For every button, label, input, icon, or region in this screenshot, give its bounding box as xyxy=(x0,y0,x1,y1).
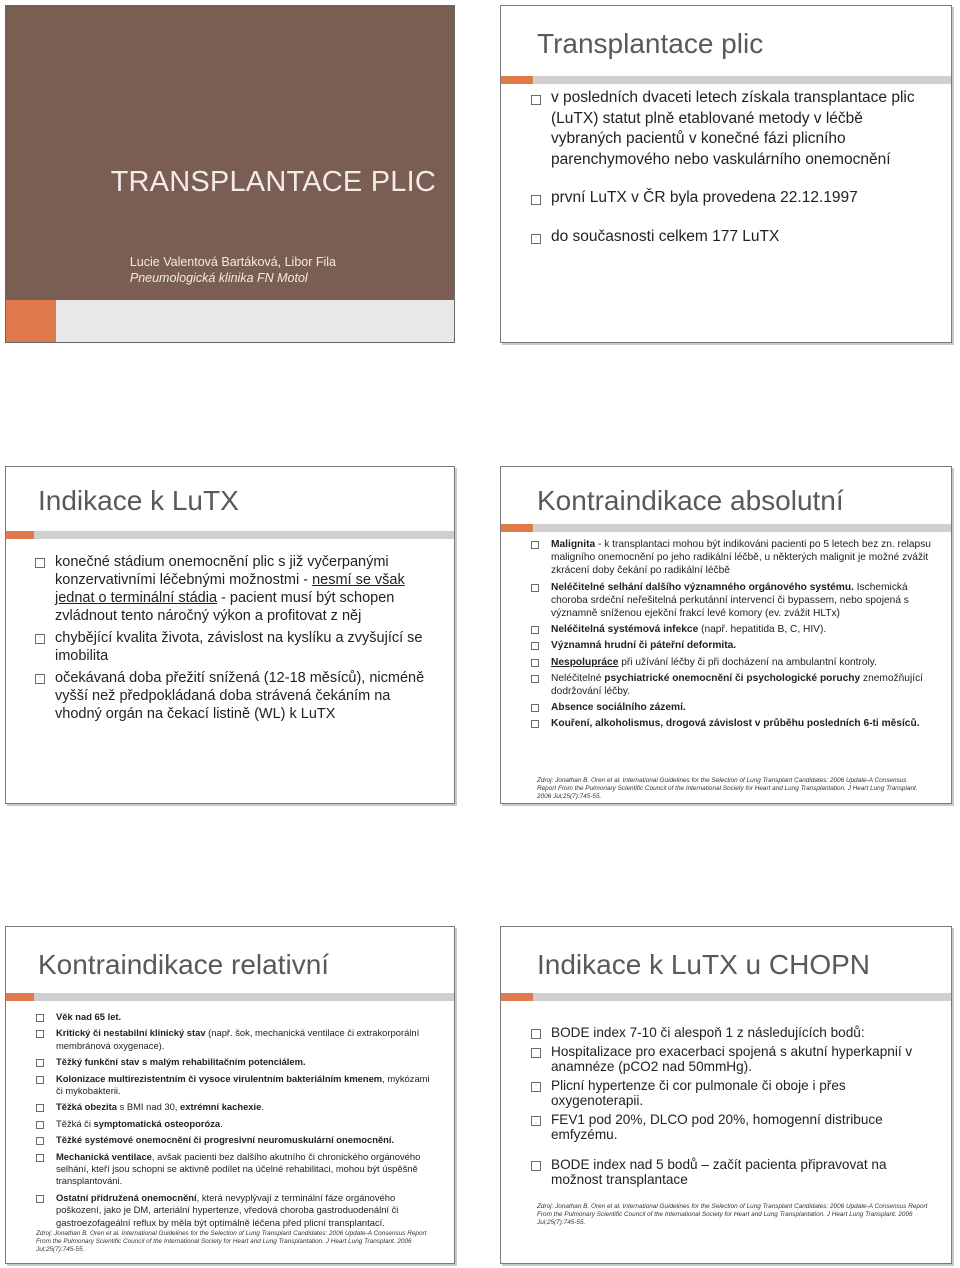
list-item: Těžká obezita s BMI nad 30, extrémní kachexie. xyxy=(32,1101,437,1113)
bullet-square-icon xyxy=(531,1029,541,1039)
list-item: Absence sociálního zázemí. xyxy=(527,701,937,714)
title-divider xyxy=(533,524,952,532)
list-item: FEV1 pod 20%, DLCO pod 20%, homogenní distribuce emfyzému. xyxy=(527,1112,927,1143)
bullet-square-icon xyxy=(531,626,539,634)
bullet-square-icon xyxy=(36,1104,44,1112)
bullet-square-icon xyxy=(36,1059,44,1067)
list-item: Kolonizace multirezistentním či vysoce virulentním bakteriálním kmenem, mykózami či mykobakterii. xyxy=(32,1073,437,1098)
list-item: Neléčitelná systémová infekce (např. hepatitida B, C, HIV). xyxy=(527,623,937,636)
title-accent-bar xyxy=(6,993,34,1001)
bullet-square-icon xyxy=(36,1195,44,1203)
list-item: Malignita - k transplantaci mohou být indikováni pacienti po 5 letech bez zn. relapsu maligního onemocnění po jeho radikální léčbě, u některých malignit je možné zvážit zkrácení doby čekání po radikální léčbě xyxy=(527,538,937,578)
list-item: Těžké systémové onemocnění či progresivní neuromuskulární onemocnění. xyxy=(32,1134,437,1146)
list-item: Kritický či nestabilní klinický stav (např. šok, mechanická ventilace či extrakorporální membránová oxygenace). xyxy=(32,1027,437,1052)
title-accent-bar xyxy=(501,993,533,1001)
list-item: konečné stádium onemocnění plic s již vyčerpanými konzervativními léčebnými možnostmi - nesmí se však jednat o terminální stádia - pacient musí být schopen zvládnout tento náročný výkon a profitovat z něj xyxy=(31,553,436,625)
bullet-square-icon xyxy=(36,1121,44,1129)
bullet-square-icon xyxy=(531,95,541,105)
title-accent-bar xyxy=(501,524,533,532)
list-item: Ostatní přidružená onemocnění, která nevyplývají z terminální fáze orgánového poškození, jako je DM, arteriální hypertenze, vředová choroba gastroduodenální či gastroezofageální reflux by měla být optimálně léčena před plicní transplantací. xyxy=(32,1192,437,1229)
list-item: první LuTX v ČR byla provedena 22.12.1997 xyxy=(527,188,927,209)
bullet-square-icon xyxy=(36,1154,44,1162)
title-accent-bar xyxy=(6,531,34,539)
list-item: BODE index 7-10 či alespoň 1 z následujících bodů: xyxy=(527,1025,927,1041)
bullet-list xyxy=(527,538,937,731)
bullet-list xyxy=(527,1025,927,1188)
source-citation: Zdroj: Jonathan B. Oren et al. International Guidelines for the Selection of Lung Transplant Candidates: 2006 Update-A Consensus Report From the Pulmonary Scientific Council of the International Society for Heart and Lung Transplantation. J Heart Lung Transplant. 2006 Jul;25(7):745-55. xyxy=(36,1230,427,1253)
list-item: očekávaná doba přežití snížená (12-18 měsíců), nicméně vyšší než předpokládaná doba strávená čekáním na vhodný orgán na čekací listině (WL) k LuTX xyxy=(31,669,436,723)
presentation-title: TRANSPLANTACE PLIC xyxy=(110,166,436,198)
title-divider xyxy=(533,76,952,84)
bullet-square-icon xyxy=(531,584,539,592)
bullet-square-icon xyxy=(531,234,541,244)
bullet-list xyxy=(527,88,927,247)
source-citation: Zdroj: Jonathan B. Oren et al. International Guidelines for the Selection of Lung Transplant Candidates: 2006 Update-A Consensus Report From the Pulmonary Scientific Council of the International Society for Heart and Lung Transplantation. J Heart Lung Transplant. 2006 Jul;25(7):745-55. xyxy=(537,777,918,800)
bullet-square-icon xyxy=(531,1116,541,1126)
slide-indikace xyxy=(5,466,455,804)
list-item: v posledních dvaceti letech získala transplantace plic (LuTX) statut plně etablované metody v léčbě vybraných pacientů v konečné fázi plicního parenchymového nebo vaskulárního onemocnění xyxy=(527,88,927,170)
authors-block xyxy=(130,254,336,286)
source-citation: Zdroj: Jonathan B. Oren et al. International Guidelines for the Selection of Lung Transplant Candidates: 2006 Update-A Consensus Report From the Pulmonary Scientific Council of the International Society for Heart and Lung Transplantation. J Heart Lung Transplant. 2006 Jul;25(7):745-55. xyxy=(537,1203,928,1226)
list-item: Kouření, alkoholismus, drogová závislost v průběhu posledních 6-ti měsíců. xyxy=(527,717,937,730)
list-item: chybějící kvalita života, závislost na kyslíku a zvyšující se imobilita xyxy=(31,629,436,665)
list-item: BODE index nad 5 bodů – začít pacienta připravovat na možnost transplantace xyxy=(527,1157,927,1188)
list-item: Významná hrudní či páteřní deformita. xyxy=(527,639,937,652)
bullet-square-icon xyxy=(35,558,45,568)
bullet-square-icon xyxy=(531,541,539,549)
slide-kontraindikace-relativni xyxy=(5,926,455,1264)
title-accent-bar xyxy=(501,76,533,84)
bullet-square-icon xyxy=(531,675,539,683)
list-item: Plicní hypertenze či cor pulmonale či oboje i přes oxygenoterapii. xyxy=(527,1078,927,1109)
title-divider xyxy=(533,993,952,1001)
bullet-square-icon xyxy=(36,1076,44,1084)
bullet-square-icon xyxy=(531,720,539,728)
footer-accent xyxy=(6,300,56,342)
slide-title: Indikace k LuTX u CHOPN xyxy=(537,949,871,980)
list-item: Mechanická ventilace, avšak pacienti bez dalšího akutního či chronického orgánového selhání, kteří jsou schopni se aktivně podílet na účelné rehabilitaci, mohou být úspěšně transplantováni. xyxy=(32,1151,437,1188)
list-item: Těžká či symptomatická osteoporóza. xyxy=(32,1118,437,1130)
bullet-square-icon xyxy=(531,1082,541,1092)
list-item: Těžký funkční stav s malým rehabilitačním potenciálem. xyxy=(32,1056,437,1068)
bullet-square-icon xyxy=(531,659,539,667)
slide-indikace-chopn xyxy=(500,926,952,1264)
bullet-square-icon xyxy=(531,195,541,205)
bullet-square-icon xyxy=(36,1014,44,1022)
bullet-list xyxy=(31,553,436,723)
list-item: do současnosti celkem 177 LuTX xyxy=(527,227,927,248)
slide-kontraindikace-absolutni xyxy=(500,466,952,804)
slide-title: Transplantace plic xyxy=(537,28,764,59)
bullet-square-icon xyxy=(36,1030,44,1038)
list-item: Neléčitelné psychiatrické onemocnění či psychologické poruchy znemožňující dodržování léčby. xyxy=(527,672,937,698)
list-item: Neléčitelné selhání dalšího významného orgánového systému. Ischemická choroba srdeční neřešitelná perkutánní intervencí či bypassem, nebo spojená s významně sníženou ejekční frakcí levé komory (ev. zvážit HLTx) xyxy=(527,581,937,621)
list-item: Nespolupráce při užívání léčby či při docházení na ambulantní kontroly. xyxy=(527,656,937,669)
list-item: Věk nad 65 let. xyxy=(32,1011,437,1023)
authors: Lucie Valentová Bartáková, Libor Fila xyxy=(129,255,336,269)
slide-title: Kontraindikace relativní xyxy=(38,949,330,980)
title-divider xyxy=(34,993,455,1001)
bullet-square-icon xyxy=(531,704,539,712)
slide-title: Indikace k LuTX xyxy=(38,485,239,516)
institution: Pneumologická klinika FN Motol xyxy=(129,271,308,285)
list-item: Hospitalizace pro exacerbaci spojená s akutní hyperkapnií v anamnéze (pCO2 nad 50mmHg). xyxy=(527,1044,927,1075)
bullet-square-icon xyxy=(531,642,539,650)
title-slide xyxy=(5,5,455,343)
slide-title: Kontraindikace absolutní xyxy=(537,485,844,516)
bullet-square-icon xyxy=(35,634,45,644)
bullet-list xyxy=(32,1011,437,1229)
bullet-square-icon xyxy=(36,1137,44,1145)
bullet-square-icon xyxy=(531,1161,541,1171)
title-divider xyxy=(34,531,455,539)
bullet-square-icon xyxy=(531,1048,541,1058)
bullet-square-icon xyxy=(35,674,45,684)
footer-bar xyxy=(6,300,454,342)
slide-transplantace-plic xyxy=(500,5,952,343)
